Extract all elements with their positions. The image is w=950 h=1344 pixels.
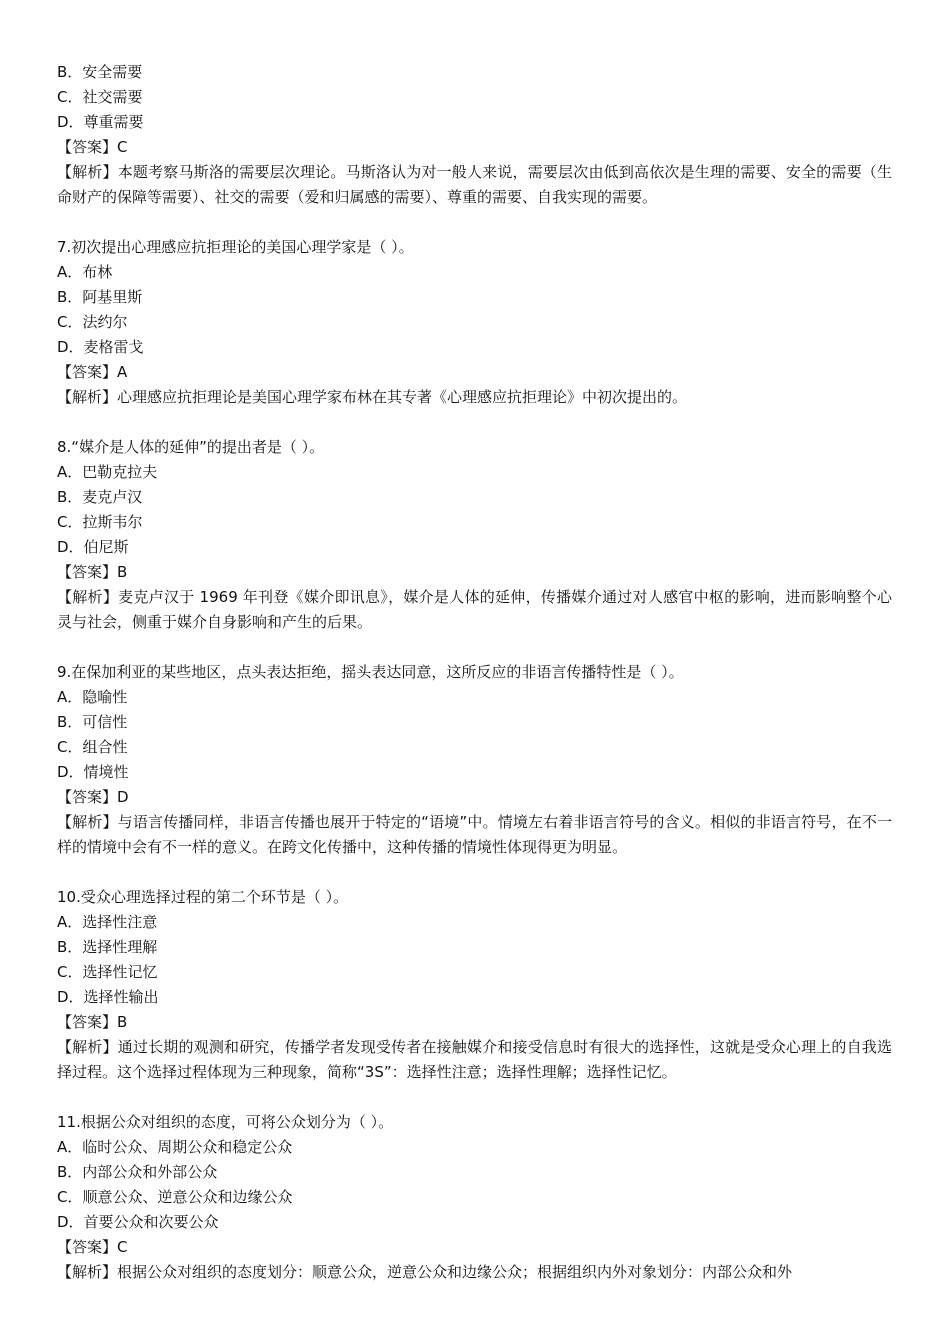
question-title: 11.根据公众对组织的态度，可将公众划分为（ ）。	[57, 1113, 394, 1131]
option-b: B．内部公众和外部公众	[57, 1163, 218, 1181]
option-c: C．社交需要	[57, 88, 143, 106]
option-d: D．伯尼斯	[57, 538, 129, 556]
question-7	[57, 235, 892, 410]
option-c: C．法约尔	[57, 313, 128, 331]
option-c: C．选择性记忆	[57, 963, 158, 981]
analysis: 【解析】本题考察马斯洛的需要层次理论。马斯洛认为对一般人来说，需要层次由低到高依次是生理的需要、安全的需要（生命财产的保障等需要）、社交的需要（爱和归属感的需要）、尊重的需要、自我实现的需要。	[57, 163, 892, 206]
analysis: 【解析】麦克卢汉于 1969 年刊登《媒介即讯息》，媒介是人体的延伸，传播媒介通过对人感官中枢的影响，进而影响整个心灵与社会，侧重于媒介自身影响和产生的后果。	[57, 588, 892, 631]
question-10	[57, 885, 892, 1085]
analysis: 【解析】通过长期的观测和研究，传播学者发现受传者在接触媒介和接受信息时有很大的选择性，这就是受众心理上的自我选择过程。这个选择过程体现为三种现象，简称“3S”：选择性注意；选择性理解；选择性记忆。	[57, 1038, 892, 1081]
option-c: C．拉斯韦尔	[57, 513, 143, 531]
question-11	[57, 1110, 892, 1285]
question-title: 7.初次提出心理感应抗拒理论的美国心理学家是（ ）。	[57, 238, 414, 256]
document-page	[57, 60, 892, 1285]
analysis: 【解析】心理感应抗拒理论是美国心理学家布林在其专著《心理感应抗拒理论》中初次提出的。	[57, 388, 688, 406]
option-b: B．麦克卢汉	[57, 488, 143, 506]
question-9	[57, 660, 892, 860]
question-6-tail	[57, 60, 892, 210]
answer: 【答案】D	[57, 788, 129, 806]
option-a: A．巴勒克拉夫	[57, 463, 158, 481]
question-8	[57, 435, 892, 635]
question-title: 9.在保加利亚的某些地区，点头表达拒绝，摇头表达同意，这所反应的非语言传播特性是（ ）。	[57, 663, 684, 681]
question-title: 10.受众心理选择过程的第二个环节是（ ）。	[57, 888, 349, 906]
question-title: 8.“媒介是人体的延伸”的提出者是（ ）。	[57, 438, 325, 456]
option-b: B．安全需要	[57, 63, 143, 81]
option-d: D．选择性输出	[57, 988, 159, 1006]
option-d: D．麦格雷戈	[57, 338, 144, 356]
option-c: C．组合性	[57, 738, 128, 756]
option-a: A．选择性注意	[57, 913, 158, 931]
option-a: A．隐喻性	[57, 688, 128, 706]
option-d: D．情境性	[57, 763, 129, 781]
option-a: A．临时公众、周期公众和稳定公众	[57, 1138, 293, 1156]
answer: 【答案】C	[57, 138, 128, 156]
answer: 【答案】B	[57, 1013, 128, 1031]
option-d: D．首要公众和次要公众	[57, 1213, 219, 1231]
answer: 【答案】C	[57, 1238, 128, 1256]
option-c: C．顺意公众、逆意公众和边缘公众	[57, 1188, 293, 1206]
option-b: B．选择性理解	[57, 938, 158, 956]
answer: 【答案】A	[57, 363, 128, 381]
option-a: A．布林	[57, 263, 113, 281]
analysis: 【解析】根据公众对组织的态度划分：顺意公众，逆意公众和边缘公众；根据组织内外对象划分：内部公众和外	[57, 1263, 793, 1281]
analysis: 【解析】与语言传播同样，非语言传播也展开于特定的“语境”中。情境左右着非语言符号的含义。相似的非语言符号，在不一样的情境中会有不一样的意义。在跨文化传播中，这种传播的情境性体现得更为明显。	[57, 813, 892, 856]
option-b: B．可信性	[57, 713, 128, 731]
option-b: B．阿基里斯	[57, 288, 143, 306]
answer: 【答案】B	[57, 563, 128, 581]
option-d: D．尊重需要	[57, 113, 144, 131]
